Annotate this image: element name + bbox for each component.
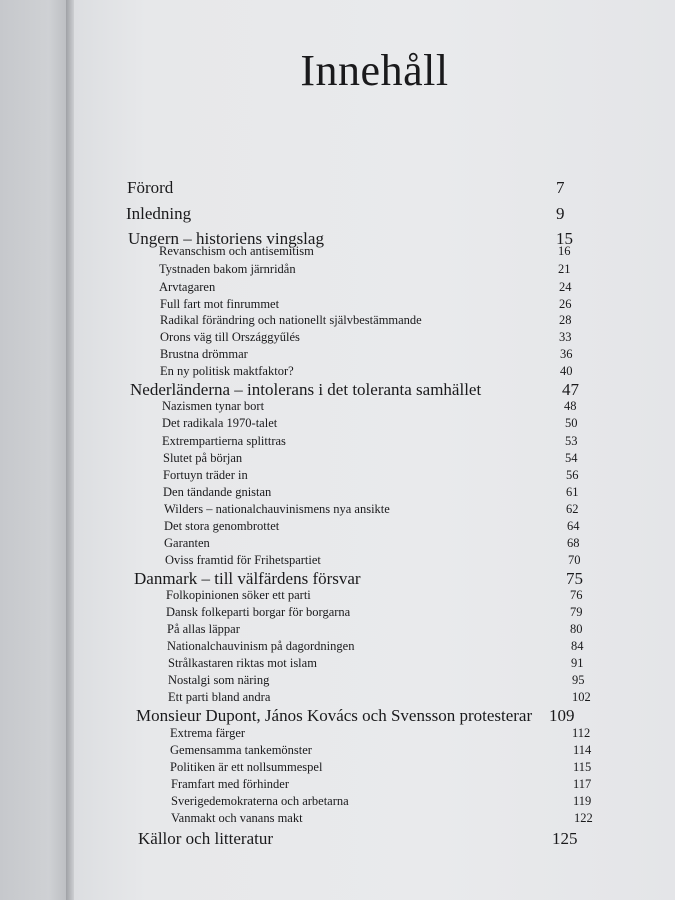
toc-entry-page-number: 91 [571, 656, 584, 670]
toc-entry-label: Det stora genombrottet [164, 519, 280, 533]
toc-entry-label: Brustna drömmar [160, 347, 248, 361]
toc-entry-page-number: 50 [565, 416, 578, 430]
toc-entry-page-number: 21 [558, 262, 571, 276]
toc-entry-page-number: 28 [559, 313, 572, 327]
toc-entry-page-number: 7 [556, 178, 565, 197]
toc-entry-label: Orons väg till Országgyűlés [160, 330, 300, 344]
toc-entry-page-number: 102 [572, 690, 591, 704]
toc-entry-page-number: 61 [566, 485, 579, 499]
toc-entry-page-number: 15 [556, 229, 573, 248]
toc-entry-page-number: 47 [562, 380, 579, 399]
toc-entry-label: Danmark – till välfärdens försvar [134, 569, 361, 588]
toc-entry-label: Gemensamma tankemönster [170, 743, 312, 757]
toc-entry-label: Oviss framtid för Frihetspartiet [165, 553, 321, 567]
toc-entry-label: Strålkastaren riktas mot islam [168, 656, 317, 670]
page-title: Innehåll [300, 46, 449, 95]
toc-entry-label: Den tändande gnistan [163, 485, 272, 499]
toc-entry-label: Nederländerna – intolerans i det toleranta samhället [130, 380, 482, 399]
toc-entry-page-number: 112 [572, 726, 591, 740]
toc-entry-page-number: 76 [570, 588, 583, 602]
toc-entry-page-number: 26 [559, 297, 572, 311]
toc-entry-label: Sverigedemokraterna och arbetarna [171, 794, 349, 808]
toc-entry-page-number: 119 [573, 794, 592, 808]
toc-entry-label: Nazismen tynar bort [162, 399, 265, 413]
toc-entry-label: Full fart mot finrummet [160, 297, 280, 311]
toc-entry-page-number: 125 [552, 829, 578, 848]
toc-entry-page-number: 122 [574, 811, 593, 825]
toc-entry-page-number: 16 [558, 244, 571, 258]
toc-entry-label: Det radikala 1970-talet [162, 416, 278, 430]
toc-entry-page-number: 36 [560, 347, 573, 361]
toc-entry-label: Wilders – nationalchauvinismens nya ansikte [164, 502, 390, 516]
toc-entry-label: Radikal förändring och nationellt självbestämmande [160, 313, 422, 327]
toc-entry-page-number: 115 [573, 760, 592, 774]
toc-entry-label: Folkopinionen söker ett parti [166, 588, 311, 602]
toc-entry-label: Fortuyn träder in [163, 468, 248, 482]
toc-entry-page-number: 53 [565, 434, 578, 448]
toc-entry-page-number: 64 [567, 519, 580, 533]
facing-page [0, 0, 70, 900]
toc-entry-page-number: 114 [573, 743, 592, 757]
toc-entry-label: Slutet på början [163, 451, 243, 465]
toc-entry-page-number: 84 [571, 639, 584, 653]
toc-entry-page-number: 70 [568, 553, 581, 567]
toc-entry-page-number: 109 [549, 706, 575, 725]
toc-entry-page-number: 56 [566, 468, 579, 482]
toc-entry-label: Vanmakt och vanans makt [171, 811, 303, 825]
toc-entry-page-number: 9 [556, 204, 565, 223]
toc-entry-label: Inledning [126, 204, 192, 223]
toc-entry-label: Tystnaden bakom järnridån [159, 262, 296, 276]
toc-entry-page-number: 62 [566, 502, 579, 516]
toc-entry-page-number: 79 [570, 605, 583, 619]
toc-entry-label: Dansk folkeparti borgar för borgarna [166, 605, 351, 619]
toc-entry-page-number: 117 [573, 777, 592, 791]
toc-entry-page-number: 54 [565, 451, 578, 465]
toc-entry-page-number: 33 [559, 330, 572, 344]
toc-entry-label: Garanten [164, 536, 210, 550]
toc-entry-label: Ungern – historiens vingslag [128, 229, 324, 248]
toc-entry-label: På allas läppar [167, 622, 240, 636]
toc-entry-page-number: 80 [570, 622, 583, 636]
toc-entry-label: Nostalgi som näring [168, 673, 270, 687]
toc-entry-label: Revanschism och antisemitism [159, 244, 314, 258]
toc-entry-page-number: 40 [560, 364, 573, 378]
toc-entry-page-number: 24 [559, 280, 572, 294]
toc-entry-page-number: 68 [567, 536, 580, 550]
toc-entry-label: Extrempartierna splittras [162, 434, 286, 448]
toc-entry-label: Ett parti bland andra [168, 690, 271, 704]
toc-entry-label: Arvtagaren [159, 280, 216, 294]
toc-entry-label: Monsieur Dupont, János Kovács och Svensson protesterar [136, 706, 533, 725]
toc-entry-page-number: 75 [566, 569, 583, 588]
contents-page [74, 0, 675, 900]
table-of-contents [74, 0, 675, 900]
toc-entry-label: Framfart med förhinder [171, 777, 290, 791]
toc-entry-label: En ny politisk maktfaktor? [160, 364, 294, 378]
toc-entry-label: Förord [127, 178, 174, 197]
toc-entry-label: Nationalchauvinism på dagordningen [167, 639, 355, 653]
toc-entry-label: Politiken är ett nollsummespel [170, 760, 323, 774]
toc-entry-label: Extrema färger [170, 726, 246, 740]
toc-entry-page-number: 95 [572, 673, 585, 687]
toc-entry-label: Källor och litteratur [138, 829, 274, 848]
toc-entry-page-number: 48 [564, 399, 577, 413]
